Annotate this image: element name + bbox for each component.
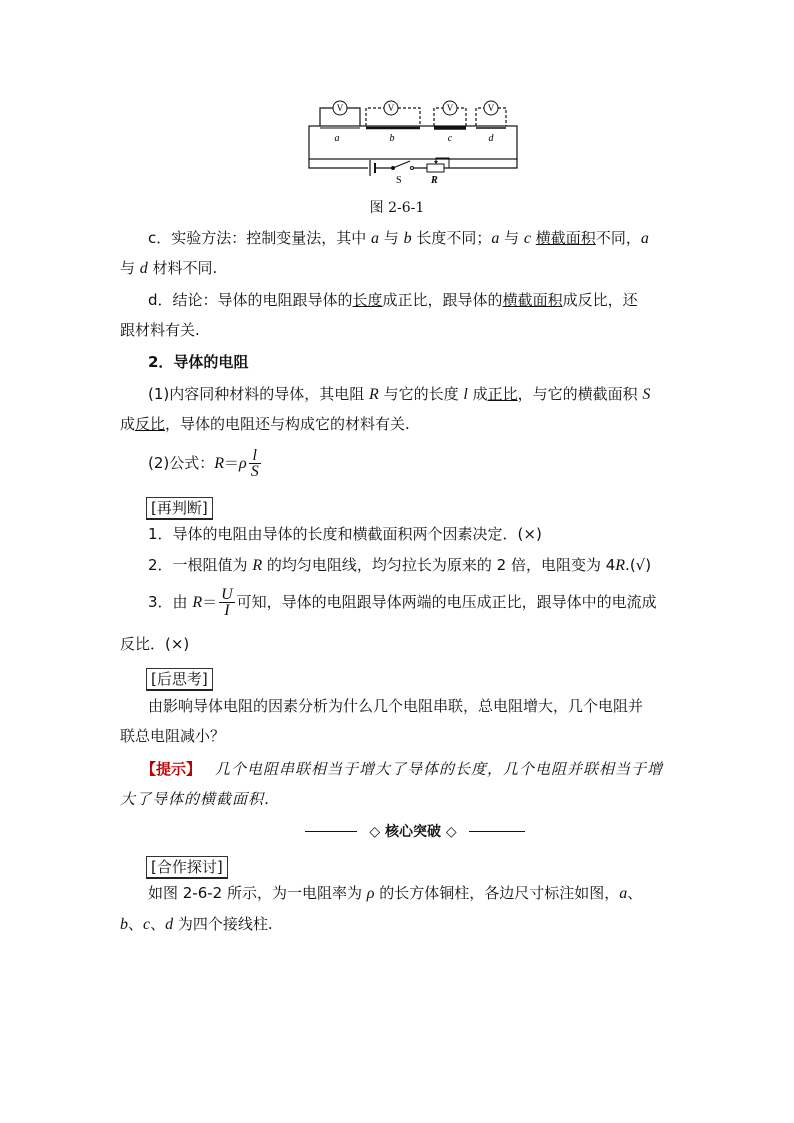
para-c-line1: c．实验方法：控制变量法，其中 a 与 b 长度不同；a 与 c 横截面积不同，a (148, 229, 649, 247)
fraction: $\frac{U}{I}$ (221, 586, 233, 619)
judge-item-1: 1．导体的电阻由导体的长度和横截面积两个因素决定．(×) (148, 525, 542, 543)
rheostat-body (427, 164, 444, 172)
voltmeter-a-symbol: V (336, 103, 344, 113)
tag-cooperate: [合作探讨] (146, 856, 228, 879)
segment-a-label: a (334, 133, 340, 144)
hint-label: 【提示】 (141, 760, 202, 778)
segment-b-label: b (389, 133, 395, 144)
judge-item-3-line2: 反比．(×) (120, 635, 190, 653)
item1-line1: (1)内容同种材料的导体，其电阻 R 与它的长度 l 成正比，与它的横截面积 S (148, 385, 651, 403)
voltmeter-d-symbol: V (487, 103, 495, 113)
para-d-line2: 跟材料有关. (120, 321, 200, 339)
underlined-term: 横截面积 (535, 229, 596, 247)
judge-item-2: 2．一根阻值为 R 的均匀电阻线，均匀拉长为原来的 2 倍，电阻变为 4R.(√) (148, 556, 652, 574)
tag-rejudge: [再判断] (146, 497, 213, 520)
fraction: $\frac{l}{S}$ (250, 447, 259, 480)
divider-title: ◇ 核心突破 ◇ (369, 824, 457, 840)
item1-line2: 成反比，导体的电阻还与构成它的材料有关. (120, 415, 410, 433)
switch-label: S (396, 175, 402, 186)
figure-caption: 图 2-6-1 (369, 200, 425, 216)
hint-line1: 【提示】 几个电阻串联相当于增大了导体的长度，几个电阻并联相当于增 (141, 760, 664, 778)
segment-c-label: c (447, 133, 453, 144)
coop-line1: 如图 2-6-2 所示，为一电阻率为 ρ 的长方体铜柱，各边尺寸标注如图，a、 (148, 884, 643, 902)
voltmeter-b-symbol: V (387, 103, 395, 113)
formula-line: (2)公式：R＝ρ $\frac{l}{S}$ (148, 447, 259, 480)
think-line2: 联总电阻减小？ (120, 727, 226, 745)
conductor-bar (309, 126, 517, 159)
section-title: 2．导体的电阻 (148, 353, 249, 371)
hint-line2: 大了导体的横截面积． (120, 790, 281, 808)
segment-d-label: d (488, 133, 494, 144)
voltmeter-c-symbol: V (446, 103, 454, 113)
para-d-line1: d．结论：导体的电阻跟导体的长度成正比，跟导体的横截面积成反比，还 (148, 291, 638, 309)
tag-think: [后思考] (146, 668, 213, 691)
rheostat-label: R (431, 175, 438, 186)
think-line1: 由影响导体电阻的因素分析为什么几个电阻串联，总电阻增大，几个电阻并 (148, 697, 644, 715)
para-c-line2: 与 d 材料不同. (120, 259, 218, 277)
judge-item-3: 3．由 R＝ $\frac{U}{I}$ 可知，导体的电阻跟导体两端的电压成正比，跟导体中的电流成 (148, 586, 657, 619)
coop-line2: b、c、d 为四个接线柱. (120, 915, 273, 933)
section-divider (305, 821, 525, 841)
